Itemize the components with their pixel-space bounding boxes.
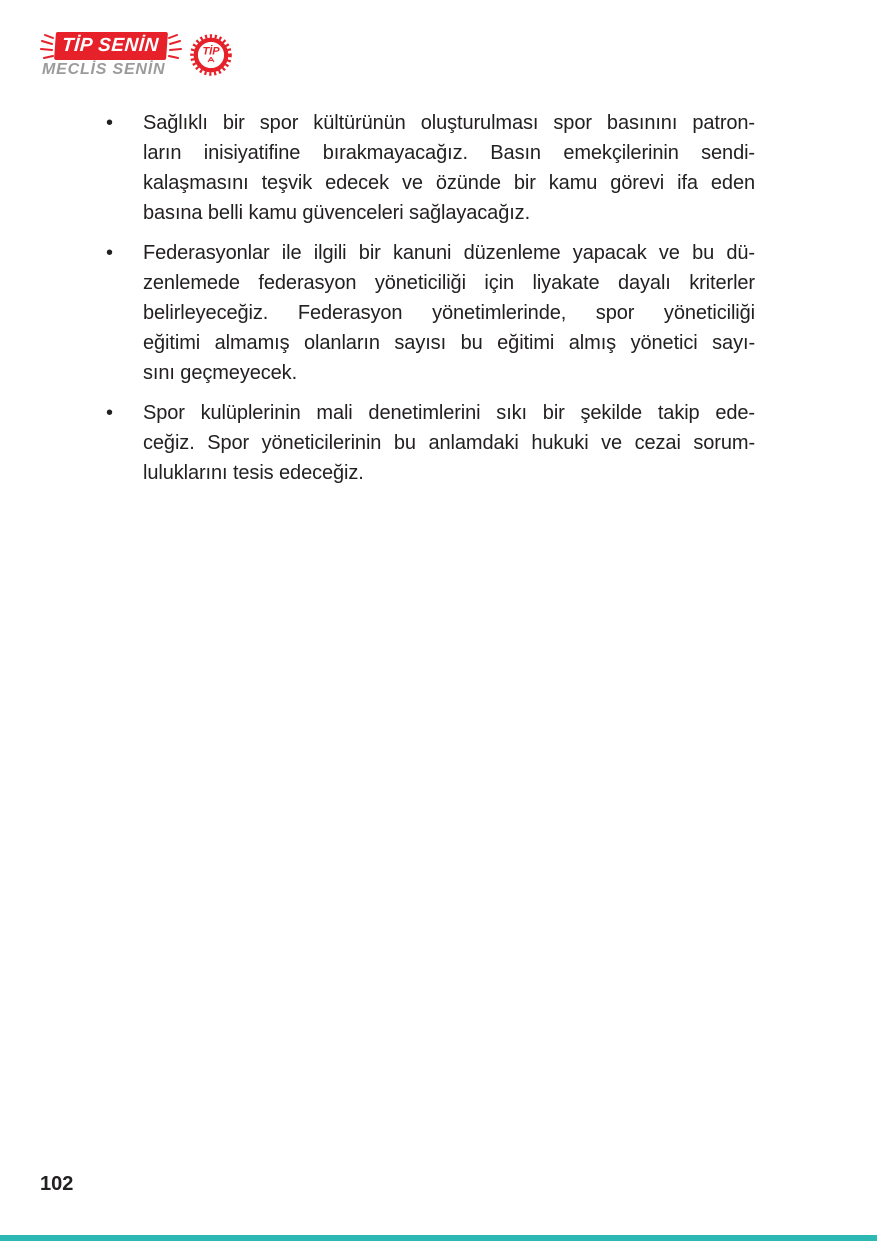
bullet-icon: •: [106, 242, 114, 264]
logo-text: [40, 32, 182, 78]
tip-party-emblem-icon: [189, 33, 233, 77]
text-line: kalaşmasını teşvik edecek ve özünde bir kamu görevi ifa eden: [143, 172, 755, 194]
emblem-text: TİP: [202, 45, 220, 58]
text-line: ceğiz. Spor yöneticilerinin bu anlamdaki hukuki ve cezai sorum-: [143, 432, 755, 454]
burst-lines-right-icon: [167, 33, 182, 59]
bullet-icon: •: [106, 112, 114, 134]
logo-banner: [54, 32, 168, 60]
burst-lines-left-icon: [40, 33, 55, 59]
text-line: ların inisiyatifine bırakmayacağız. Basın emekçilerinin sendi-: [143, 142, 755, 164]
text-line: sını geçmeyecek.: [143, 362, 298, 384]
logo-title: TİP SENİN: [61, 35, 160, 56]
text-line: Spor kulüplerinin mali denetimlerini sıkı bir şekilde takip ede-: [143, 402, 755, 424]
list-item: [105, 238, 755, 388]
bullet-icon: •: [106, 402, 114, 424]
logo: [40, 32, 233, 78]
list-item: [105, 108, 755, 228]
page-number: 102: [40, 1173, 74, 1195]
text-line: luluklarını tesis edeceğiz.: [143, 462, 364, 484]
text-line: Sağlıklı bir spor kültürünün oluşturulması spor basınını patron-: [143, 112, 755, 134]
bullet-list: [105, 108, 755, 488]
logo-tagline: MECLİS SENİN: [42, 61, 166, 78]
list-item: [105, 398, 755, 488]
text-line: basına belli kamu güvenceleri sağlayacağız.: [143, 202, 531, 224]
text-line: belirleyeceğiz. Federasyon yönetimlerinde, spor yöneticiliği: [143, 302, 755, 324]
text-line: zenlemede federasyon yöneticiliği için liyakate dayalı kriterler: [143, 272, 755, 294]
text-line: eğitimi almamış olanların sayısı bu eğitimi almış yönetici sayı-: [143, 332, 755, 354]
page-content: [105, 108, 755, 498]
text-line: Federasyonlar ile ilgili bir kanuni düzenleme yapacak ve bu dü-: [143, 242, 755, 264]
bottom-accent-bar: [0, 1235, 877, 1241]
